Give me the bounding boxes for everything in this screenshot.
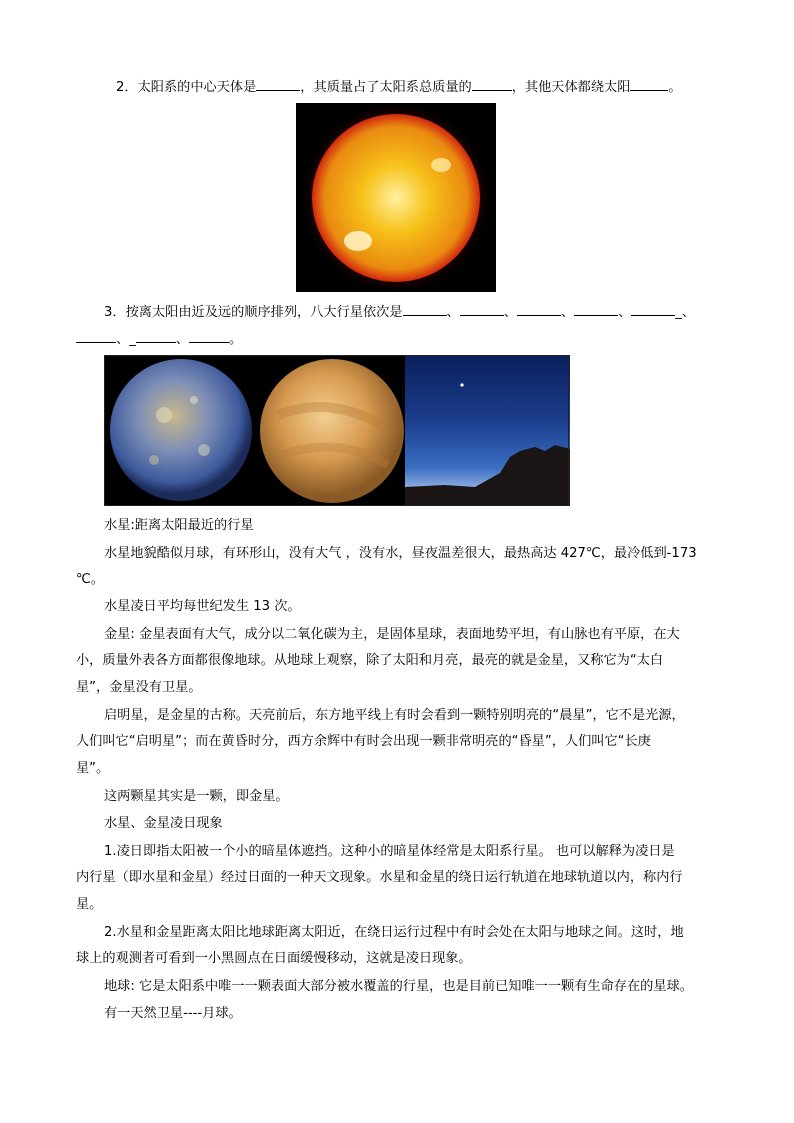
paragraph: 人们叫它“启明星”；而在黄昏时分，西方余辉中有时会出现一颗非常明亮的“昏星”，人们叫它“长庚 (76, 734, 651, 749)
section-heading: 水星、金星凌日现象 (104, 816, 223, 831)
blank[interactable] (630, 78, 668, 91)
sun-image (296, 103, 496, 292)
paragraph: 水星凌日平均每世纪发生 13 次。 (104, 599, 301, 614)
paragraph: ℃。 (76, 572, 104, 587)
sky-graphic (405, 355, 570, 506)
blank[interactable] (460, 303, 504, 316)
paragraph: 1.凌日即指太阳被一个小的暗星体遮挡。这种小的暗星体经常是太阳系行星。 也可以解释为凌日是 (104, 844, 675, 859)
paragraph: 有一天然卫星----月球。 (104, 1006, 242, 1021)
mercury-graphic (104, 355, 258, 506)
paragraph: 金星: 金星表面有大气，成分以二氧化碳为主，是固体星球，表面地势平坦，有山脉也有平原，在大 (104, 627, 680, 642)
blank[interactable] (517, 303, 561, 316)
paragraph: 水星地貌酷似月球，有环形山，没有大气 ，没有水，昼夜温差很大，最热高达 427℃，最冷低到-173 (104, 546, 697, 561)
paragraph: 球上的观测者可看到一小黑圆点在日面缓慢移动，这就是凌日现象。 (76, 951, 472, 966)
question-3-line-1: 3．按离太阳由近及远的顺序排列，八大行星依次是 、 、 、 、 _、 (104, 305, 696, 320)
blank[interactable] (631, 303, 675, 316)
blank[interactable] (574, 303, 618, 316)
paragraph: 2.水星和金星距离太阳比地球距离太阳近，在绕日运行过程中有时会处在太阳与地球之间。这时，地 (104, 925, 684, 940)
venus-graphic (258, 355, 405, 506)
paragraph: 内行星（即水星和金星）经过日面的一种天文现象。水星和金星的绕日运行轨道在地球轨道以内，称内行 (76, 870, 683, 885)
paragraph: 这两颗星其实是一颗，即金星。 (104, 789, 289, 804)
paragraph: 水星:距离太阳最近的行星 (104, 518, 254, 533)
sun-graphic (296, 103, 496, 292)
paragraph: 地球: 它是太阳系中唯一一颗表面大部分被水覆盖的行星，也是目前已知唯一一颗有生命存在的星球。 (104, 979, 693, 994)
paragraph: 星”。 (76, 761, 110, 776)
paragraph: 星。 (76, 897, 103, 912)
mercury-image (104, 355, 258, 506)
paragraph: 启明星，是金星的古称。天亮前后，东方地平线上有时会看到一颗特别明亮的“晨星”，它不是光源， (104, 708, 685, 723)
blank[interactable] (256, 78, 300, 91)
blank[interactable] (403, 303, 447, 316)
blank[interactable] (136, 330, 176, 343)
paragraph: 小，质量外表各方面都很像地球。从地球上观察，除了太阳和月亮，最亮的就是金星，又称它为“太白 (76, 653, 664, 668)
blank[interactable] (472, 78, 512, 91)
venus-image (258, 355, 405, 506)
question-3-line-2: 、_ 、 。 (76, 330, 242, 349)
evening-sky-image (405, 355, 570, 506)
blank[interactable] (76, 330, 116, 343)
question-2: 2．太阳系的中心天体是 ，其质量占了太阳系总质量的 ，其他天体都绕太阳 。 (116, 80, 682, 95)
blank[interactable] (189, 330, 229, 343)
paragraph: 星”，金星没有卫星。 (76, 680, 202, 695)
